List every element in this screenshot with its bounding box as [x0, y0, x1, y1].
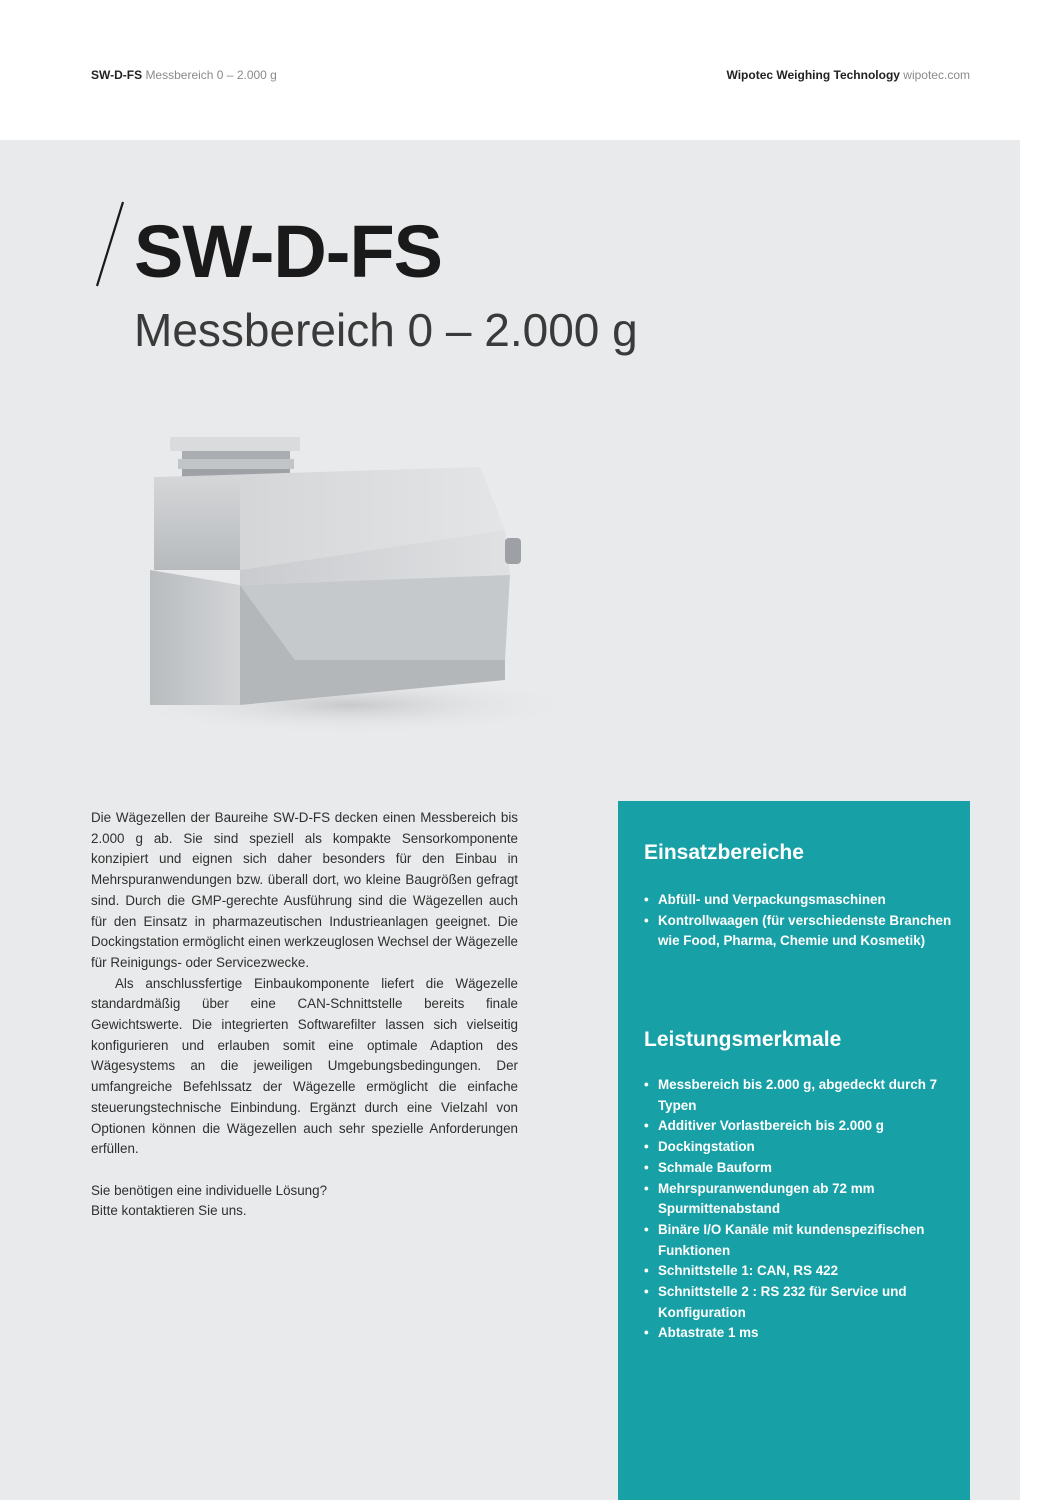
features-panel — [618, 801, 970, 1500]
page-subtitle: Messbereich 0 – 2.000 g — [134, 304, 638, 356]
list-item: • Abfüll- und Verpackungsmaschinen — [644, 890, 954, 911]
contact-prompt-line-1: Sie benötigen eine individuelle Lösung? — [91, 1182, 328, 1198]
applications-list — [644, 890, 954, 952]
applications-heading: Einsatzbereiche — [644, 841, 804, 864]
list-item: • Abtastrate 1 ms — [644, 1323, 954, 1344]
product-image — [120, 420, 560, 740]
list-item: • Messbereich bis 2.000 g, abgedeckt durch 7 Typen — [644, 1075, 954, 1116]
list-item: • Additiver Vorlastbereich bis 2.000 g — [644, 1116, 954, 1137]
header-product-range: Messbereich 0 – 2.000 g — [145, 68, 277, 82]
contact-prompt — [91, 1181, 518, 1222]
features-heading: Leistungsmerkmale — [644, 1028, 842, 1051]
contact-prompt-line-2: Bitte kontaktieren Sie uns. — [91, 1203, 247, 1219]
header-product-code: SW-D-FS — [91, 68, 143, 82]
page-header — [0, 0, 1060, 140]
description-text — [91, 808, 518, 1222]
list-item: • Kontrollwaagen (für verschiedenste Branchen wie Food, Pharma, Chemie und Kosmetik) — [644, 911, 954, 952]
list-item: • Schnittstelle 2 : RS 232 für Service und Konfiguration — [644, 1282, 954, 1323]
header-company — [727, 68, 971, 82]
header-website: wipotec.com — [903, 68, 970, 82]
list-item: • Mehrspuranwendungen ab 72 mm Spurmittenabstand — [644, 1179, 954, 1220]
page-title: SW-D-FS — [134, 210, 443, 293]
features-list — [644, 1075, 954, 1344]
list-item: • Binäre I/O Kanäle mit kundenspezifischen Funktionen — [644, 1220, 954, 1261]
header-company-name: Wipotec Weighing Technology — [726, 68, 900, 82]
list-item: • Dockingstation — [644, 1137, 954, 1158]
header-product — [91, 68, 277, 82]
list-item: • Schnittstelle 1: CAN, RS 422 — [644, 1261, 954, 1282]
list-item: • Schmale Bauform — [644, 1158, 954, 1179]
description-paragraph-2: Als anschlussfertige Einbaukomponente liefert die Wägezelle standardmäßig über eine CAN-Schnittstelle bereits finale Gewichtswerte. Die integrierten Softwarefilter lassen sich vielseitig konfigurieren und erlauben somit eine optimale Adaption des Wägesystems an die jeweiligen Umgebungsbedingungen. Der umfangreiche Befehlssatz der Wägezelle ermöglicht die einfache steuerungstechnische Einbindung. Ergänzt durch eine Vielzahl von Optionen können die Wägezellen auch sehr spezielle Anforderungen erfüllen. — [91, 975, 518, 1157]
description-paragraph-1: Die Wägezellen der Baureihe SW-D-FS decken einen Messbereich bis 2.000 g ab. Sie sind speziell als kompakte Sensorkomponente konzipiert und eignen sich daher besonders für den Einbau in Mehrspuranwendungen bzw. überall dort, wo kleine Baugrößen gefragt sind. Durch die GMP-gerechte Ausführung sind die Wägezellen auch für den Einsatz in pharmazeutischen Industrieanlagen geeignet. Die Dockingstation ermöglicht einen werkzeuglosen Wechsel der Wägezelle für Reinigungs- oder Servicezwecke. — [91, 810, 518, 970]
title-slash-icon — [93, 200, 127, 288]
